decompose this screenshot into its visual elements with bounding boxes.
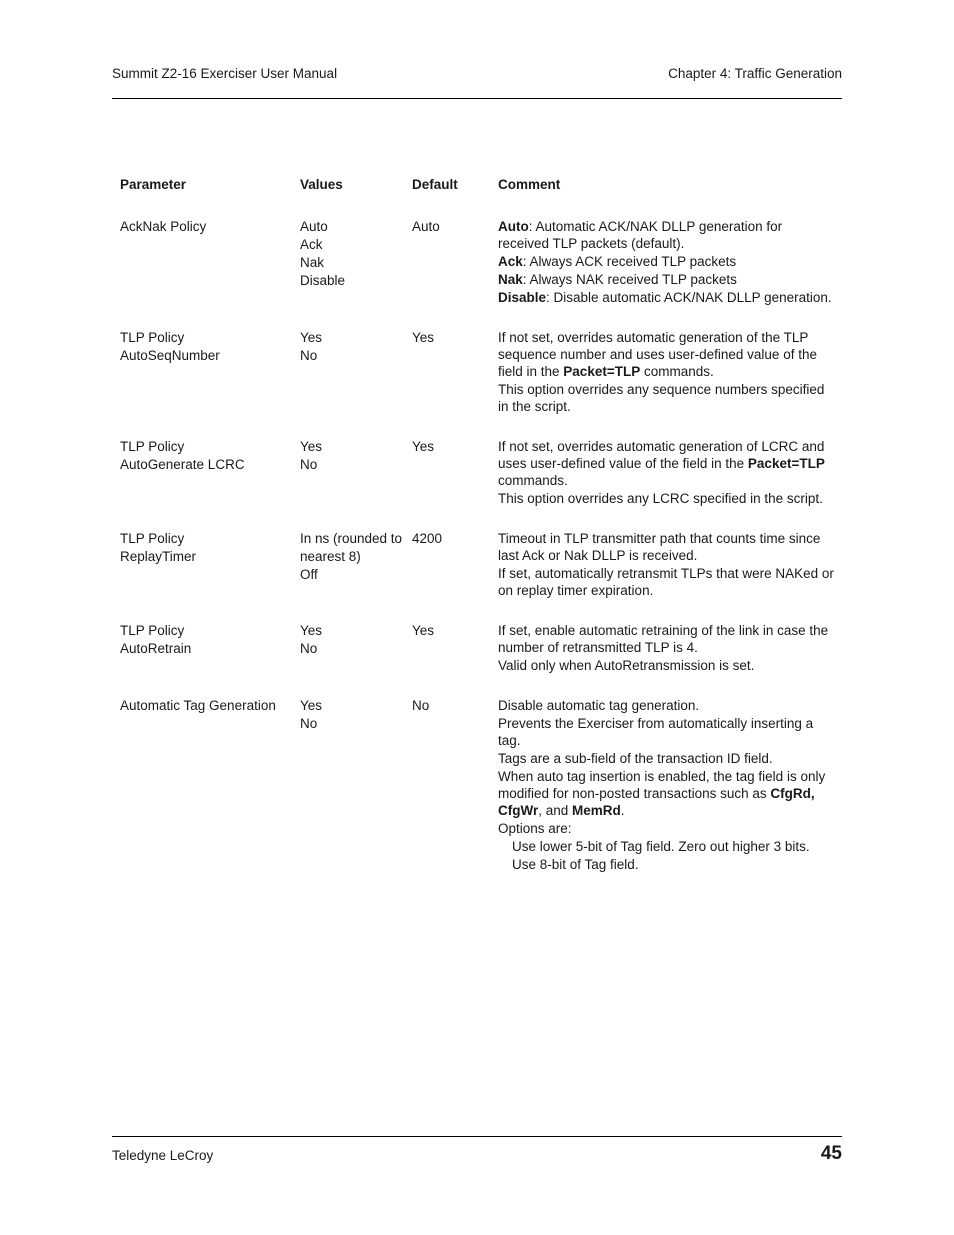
value-option: Yes	[300, 623, 323, 638]
comment-line	[498, 253, 834, 270]
comment-line	[498, 750, 834, 767]
comment-text: : Automatic ACK/NAK DLLP generation for received TLP packets (default).	[498, 219, 783, 251]
comment-line	[498, 289, 834, 306]
comment-line	[498, 271, 834, 288]
table-row	[117, 218, 837, 329]
header-default: Default	[412, 177, 458, 192]
page-number: 45	[820, 1143, 842, 1164]
comment-option	[498, 856, 834, 873]
header-values: Values	[300, 177, 343, 192]
comment-cell	[495, 697, 837, 896]
default-value: No	[412, 698, 430, 713]
comment-keyword: Packet=TLP	[563, 364, 641, 379]
value-option: Auto	[300, 219, 328, 234]
comment-text: Prevents the Exerciser from automatically inserting a tag.	[498, 716, 814, 748]
value-option: Nak	[300, 255, 325, 270]
comment-text: , and	[538, 803, 573, 818]
comment-line	[498, 329, 834, 380]
values-cell	[297, 697, 409, 896]
comment-text: This option overrides any LCRC specified in the script.	[498, 491, 823, 506]
comment-line	[498, 565, 834, 599]
comment-keyword: Packet=TLP	[747, 456, 825, 471]
comment-text: .	[620, 803, 625, 818]
value-option: No	[300, 716, 318, 731]
table-row	[117, 622, 837, 697]
comment-line	[498, 697, 834, 714]
default-value: Auto	[412, 219, 440, 234]
comment-cell	[495, 329, 837, 438]
comment-keyword: Disable	[498, 290, 547, 305]
comment-keyword: Nak	[498, 272, 523, 287]
parameter-name: TLP Policy	[120, 531, 185, 546]
table-row	[117, 438, 837, 530]
parameter-name: AutoRetrain	[120, 641, 192, 656]
parameter-cell	[117, 329, 297, 438]
comment-line	[498, 820, 834, 837]
values-cell	[297, 438, 409, 530]
table-row	[117, 329, 837, 438]
value-option: Yes	[300, 330, 323, 345]
footer-rule	[112, 1136, 842, 1137]
comment-text: commands.	[498, 473, 568, 488]
comment-line	[498, 657, 834, 674]
parameter-name: TLP Policy	[120, 330, 185, 345]
parameter-cell	[117, 530, 297, 622]
comment-text: Tags are a sub-field of the transaction ID field.	[498, 751, 773, 766]
comment-line	[498, 490, 834, 507]
default-value: Yes	[412, 330, 435, 345]
values-cell	[297, 218, 409, 329]
values-cell	[297, 329, 409, 438]
header-rule	[112, 98, 842, 99]
comment-text: Use 8-bit of Tag field.	[512, 857, 639, 872]
running-header-chapter: Chapter 4: Traffic Generation	[668, 66, 842, 81]
parameter-name: TLP Policy	[120, 439, 185, 454]
table-row	[117, 697, 837, 896]
comment-keyword: Ack	[498, 254, 523, 269]
comment-line	[498, 715, 834, 749]
default-cell	[409, 218, 495, 329]
footer-company: Teledyne LeCroy	[112, 1148, 214, 1163]
comment-text: Use lower 5-bit of Tag field. Zero out higher 3 bits.	[512, 839, 810, 854]
comment-text: This option overrides any sequence numbers specified in the script.	[498, 382, 825, 414]
comment-text: Timeout in TLP transmitter path that counts time since last Ack or Nak DLLP is received.	[498, 531, 821, 563]
value-option: Ack	[300, 237, 323, 252]
table-header-row	[117, 176, 837, 218]
default-value: 4200	[412, 531, 443, 546]
comment-option	[498, 838, 834, 855]
comment-cell	[495, 530, 837, 622]
comment-cell	[495, 438, 837, 530]
value-option: Disable	[300, 273, 346, 288]
comment-text: If set, automatically retransmit TLPs that were NAKed or on replay timer expiration.	[498, 566, 834, 598]
parameter-cell	[117, 218, 297, 329]
comment-line	[498, 381, 834, 415]
default-value: Yes	[412, 439, 435, 454]
value-option: Yes	[300, 439, 323, 454]
comment-text: Valid only when AutoRetransmission is set.	[498, 658, 755, 673]
header-comment: Comment	[498, 177, 561, 192]
comment-line	[498, 768, 834, 819]
comment-cell	[495, 622, 837, 697]
parameter-name: TLP Policy	[120, 623, 185, 638]
default-cell	[409, 622, 495, 697]
default-value: Yes	[412, 623, 435, 638]
comment-text: When auto tag insertion is enabled, the tag field is only modified for non-posted transactions such as	[498, 769, 826, 801]
comment-text: If not set, overrides automatic generation of the TLP sequence number and uses user-defined value of the field in the	[498, 330, 817, 379]
comment-line	[498, 530, 834, 564]
running-header-title: Summit Z2-16 Exerciser User Manual	[112, 66, 338, 81]
comment-text: If not set, overrides automatic generation of LCRC and uses user-defined value of the field in the	[498, 439, 825, 471]
value-option: No	[300, 641, 318, 656]
comment-text: : Always ACK received TLP packets	[522, 254, 737, 269]
header-parameter: Parameter	[120, 177, 187, 192]
comment-keyword: CfgRd, CfgWr	[498, 786, 815, 818]
default-cell	[409, 697, 495, 896]
value-option: Off	[300, 567, 318, 582]
value-option: No	[300, 348, 318, 363]
default-cell	[409, 530, 495, 622]
values-cell	[297, 530, 409, 622]
comment-text: If set, enable automatic retraining of the link in case the number of retransmitted TLP is 4.	[498, 623, 829, 655]
default-cell	[409, 329, 495, 438]
comment-text: Options are:	[498, 821, 572, 836]
comment-cell	[495, 218, 837, 329]
parameter-name: Automatic Tag Generation	[120, 698, 276, 713]
parameter-table	[117, 176, 837, 896]
parameter-cell	[117, 438, 297, 530]
comment-text: commands.	[640, 364, 714, 379]
comment-line	[498, 622, 834, 656]
parameter-name: AckNak Policy	[120, 219, 207, 234]
parameter-name: ReplayTimer	[120, 549, 197, 564]
table-row	[117, 530, 837, 622]
value-option: No	[300, 457, 318, 472]
parameter-cell	[117, 697, 297, 896]
comment-line	[498, 438, 834, 489]
default-cell	[409, 438, 495, 530]
comment-keyword: Auto	[498, 219, 529, 234]
values-cell	[297, 622, 409, 697]
parameter-name: AutoSeqNumber	[120, 348, 220, 363]
comment-line	[498, 218, 834, 252]
value-option: In ns (rounded to nearest 8)	[300, 531, 403, 564]
comment-keyword: MemRd	[572, 803, 621, 818]
comment-text: : Disable automatic ACK/NAK DLLP generation.	[546, 290, 832, 305]
parameter-name: AutoGenerate LCRC	[120, 457, 245, 472]
comment-text: : Always NAK received TLP packets	[522, 272, 737, 287]
value-option: Yes	[300, 698, 323, 713]
parameter-cell	[117, 622, 297, 697]
comment-text: Disable automatic tag generation.	[498, 698, 700, 713]
